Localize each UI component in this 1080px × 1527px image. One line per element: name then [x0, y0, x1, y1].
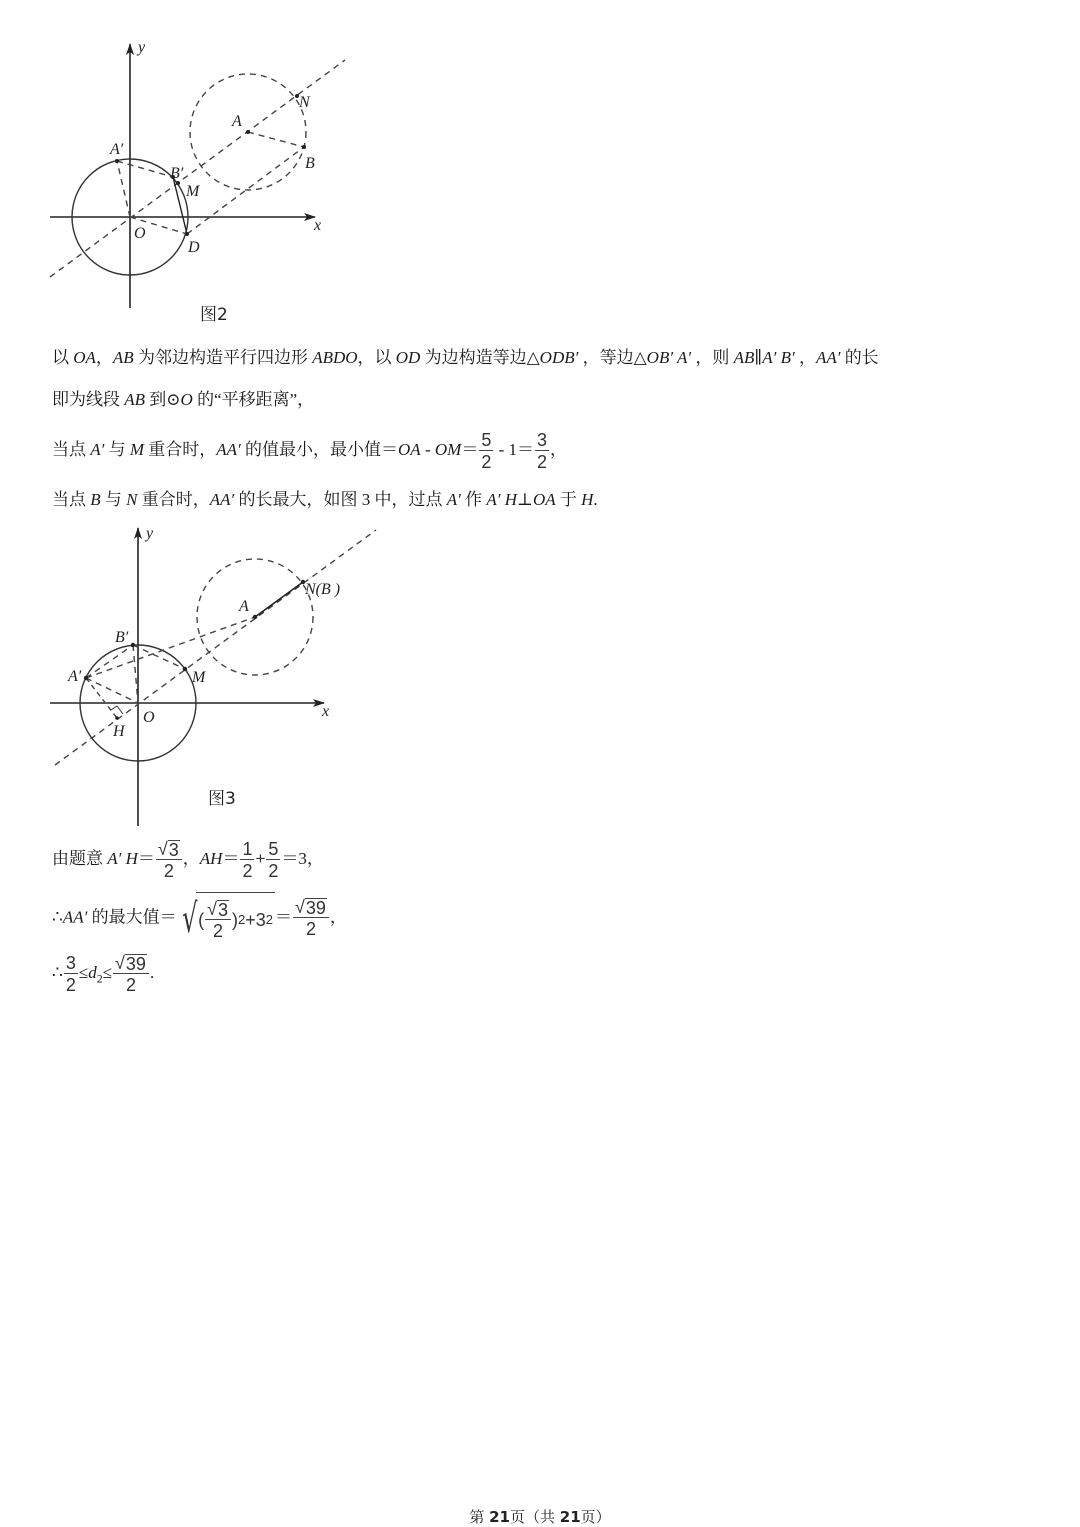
fig2-caption: 图2 — [200, 305, 228, 325]
fraction-3-2: $\frac{3}{2}$ — [537, 429, 548, 472]
current-page-number: 21 — [489, 1508, 510, 1526]
fraction-5-2: $\frac{5}{2}$ — [481, 429, 492, 472]
fig3-label-O: O — [143, 709, 155, 726]
total-page-number: 21 — [559, 1508, 581, 1526]
fig2-label-A-prime: A′ — [110, 141, 124, 158]
text-line-4: 当点 B 与 N 重合时，AA′ 的长最大，如图 3 中，过点 A′ 作 A′ H⊥OA 于 H. — [52, 490, 598, 509]
fig2-x-label: x — [314, 217, 322, 234]
figure-2 — [44, 34, 364, 330]
sqrt-icon: √ — [157, 838, 168, 859]
text-line-3: 当点 A′ 与 M 重合时，AA′ 的值最小，最小值＝OA - OM＝ $\frac{5}{2}$ - 1＝ $\frac{3}{2}$ ， — [52, 429, 568, 472]
fraction-sqrt39-2: √ 39 2 — [113, 953, 149, 996]
sqrt-icon: √ — [294, 897, 305, 917]
fig3-label-N-B: N(B ) — [305, 581, 341, 598]
fig3-y-label: y — [146, 525, 154, 542]
fig3-label-A-prime: A′ — [68, 668, 82, 685]
fig2-label-M: M — [186, 183, 200, 200]
fig2-label-D: D — [188, 239, 200, 256]
text-line-7: ∴ $\frac{3}{2}$ $\le d_2\le$ √ 39 2 . — [52, 952, 155, 995]
fraction-sqrt3-2: √ 3 2 — [205, 899, 231, 942]
fig3-x-label: x — [322, 703, 330, 720]
big-sqrt-expression: √ ( √ 3 2 ) 2 +3 2 — [177, 892, 275, 945]
fig2-label-A: A — [232, 113, 242, 130]
fig2-label-B: B — [305, 155, 315, 172]
figure-3 — [44, 522, 384, 830]
text-line-2: 即为线段 AB 到⊙O 的“平移距离”， — [52, 390, 315, 409]
fig2-label-B-prime: B′ — [170, 165, 184, 182]
fraction-3-2: $\frac{3}{2}$ — [65, 952, 76, 995]
fraction-sqrt39-2: √ 39 2 — [293, 897, 329, 940]
page-footer: 第 21页（共 21页） — [469, 1508, 611, 1526]
fraction-5-2: $\frac{5}{2}$ — [268, 838, 279, 881]
sqrt-icon: √ — [115, 952, 125, 973]
fig3-label-H: H — [113, 723, 125, 740]
fig3-label-B-prime: B′ — [115, 629, 129, 646]
fig3-caption: 图3 — [208, 789, 236, 809]
text-line-6: ∴AA′ 的最大值＝ √ ( √ 3 2 ) 2 +3 2 ＝ √ 39 2 ， — [52, 892, 347, 945]
fraction-1-2: $\frac{1}{2}$ — [242, 838, 253, 881]
sqrt-icon: √ — [207, 898, 217, 919]
fraction-sqrt3-2: √ 3 2 — [156, 839, 182, 882]
fig2-y-label: y — [138, 39, 146, 56]
text-line-1: 以 OA，AB 为邻边构造平行四边形 ABDO，以 OD 为边构造等边△ODB′ ，等边△OB′ A′ ，则 AB∥A′ B′ ，AA′ 的长 — [52, 348, 879, 367]
text-line-5: 由题意 A′ H＝ √ 3 2 ，AH＝ $\frac{1}{2}$ + $\frac{5}{2}$ ＝3， — [52, 838, 324, 881]
fig3-label-A: A — [239, 598, 249, 615]
fig2-label-N: N — [299, 94, 310, 111]
fig2-label-O: O — [134, 225, 146, 242]
fig3-label-M: M — [192, 669, 206, 686]
sqrt-icon: √ — [181, 895, 197, 942]
